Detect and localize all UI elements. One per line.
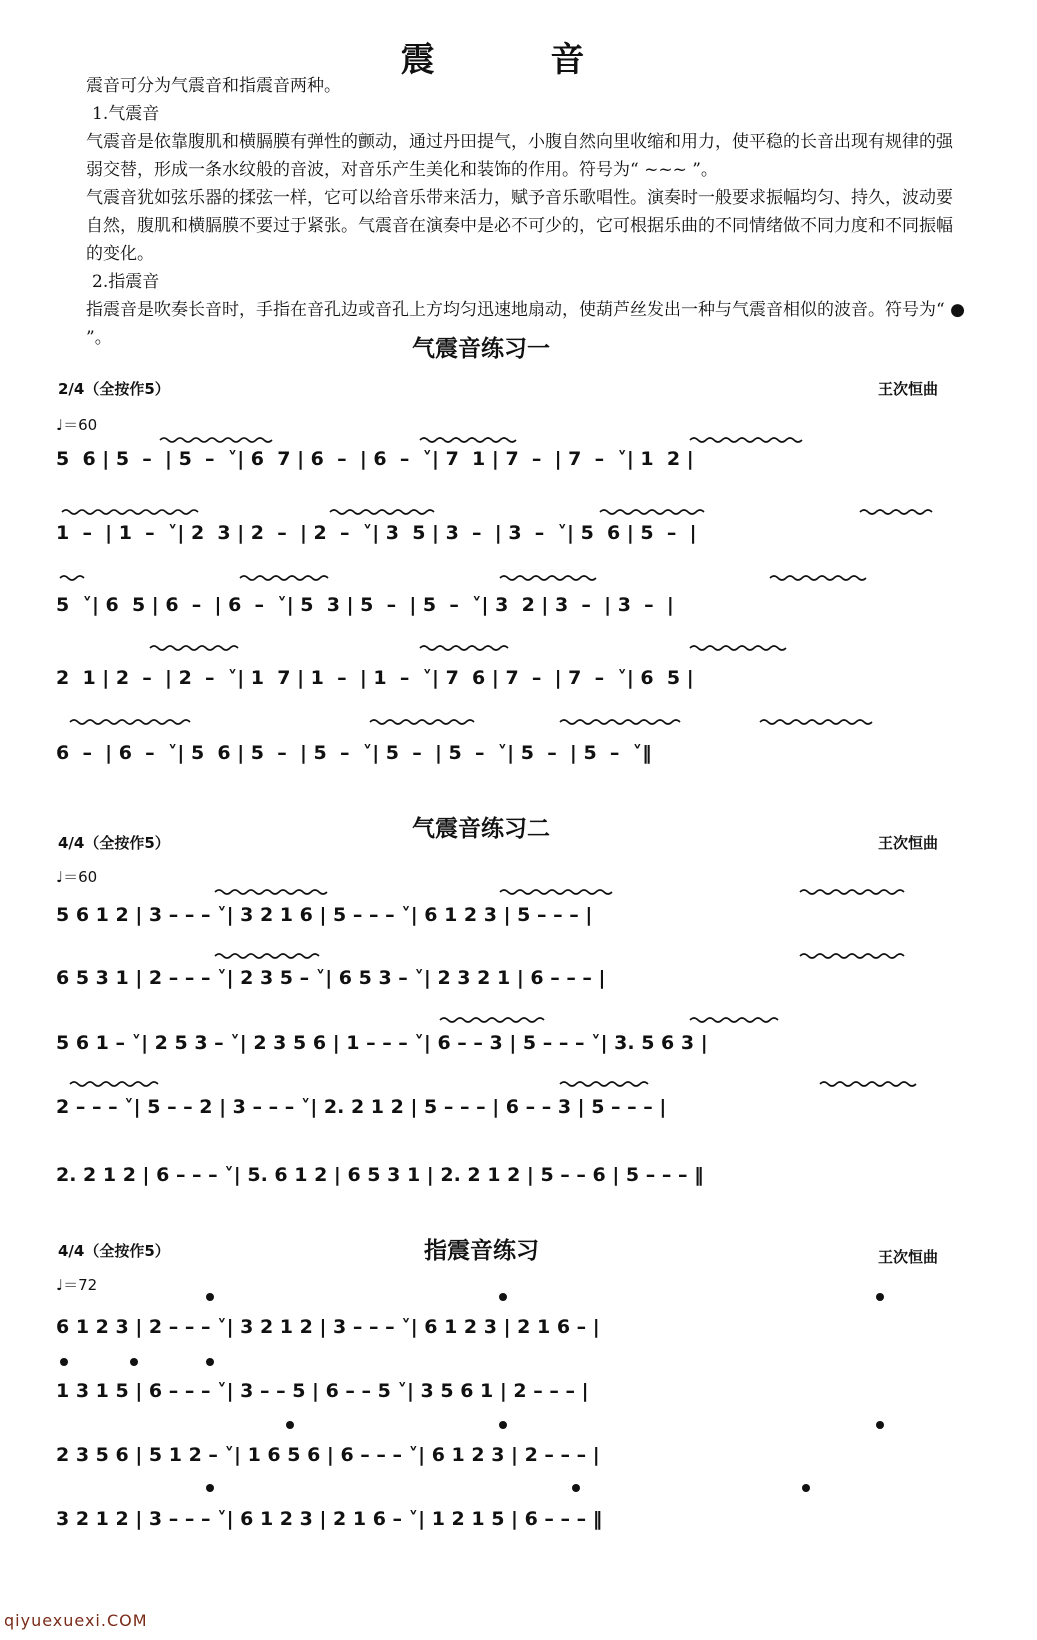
intro-paragraph-1: 震音可分为气震音和指震音两种。 [86, 76, 341, 96]
notation-text: 2 3 5 6 | 5 1 2 – ˅| 1 6 5 6 | 6 – – – ˅| 6 1 2 3 | 2 – – – | [56, 1444, 600, 1466]
wave-mark [800, 954, 904, 958]
notation-text: 6 5 3 1 | 2 – – – ˅| 2 3 5 – ˅| 6 5 3 – ˅| 2 3 2 1 | 6 – – – | [56, 967, 606, 989]
page-title: 震 音 [400, 40, 637, 80]
notation-text: 6 – | 6 – ˅| 5 6 | 5 – | 5 – ˅| 5 – | 5 – ˅| 5 – | 5 – ˅‖ [56, 742, 652, 764]
wave-mark [860, 510, 932, 514]
notation-text: 5 6 | 5 – | 5 – ˅| 6 7 | 6 – | 6 – ˅| 7 1 | 7 – | 7 – ˅| 1 2 | [56, 448, 694, 470]
finger-vibrato-dot [802, 1484, 810, 1492]
notation-text: 6 1 2 3 | 2 – – – ˅| 3 2 1 2 | 3 – – – ˅| 6 1 2 3 | 2 1 6 – | [56, 1316, 600, 1338]
wave-mark [215, 954, 319, 958]
exercise-1-title: 气震音练习一 [412, 336, 550, 362]
notation-text: 5 ˅| 6 5 | 6 – | 6 – ˅| 5 3 | 5 – | 5 – ˅| 3 2 | 3 – | 3 – | [56, 594, 674, 616]
exercise-2-tempo: ♩＝60 [56, 868, 98, 886]
wave-mark [690, 438, 802, 442]
wave-mark [690, 1018, 778, 1022]
notation-text: 5 6 1 2 | 3 – – – ˅| 3 2 1 6 | 5 – – – ˅| 6 1 2 3 | 5 – – – | [56, 904, 593, 926]
intro-paragraph-2: 气震音是依靠腹肌和横膈膜有弹性的颤动，通过丹田提气，小腹自然向里收缩和用力，使平稳的长音出现有规律的强弱交替，形成一条水纹般的音波，对音乐产生美化和装饰的作用。符号为“ ~~~ ”。 [86, 132, 953, 180]
notation-text: 2 1 | 2 – | 2 – ˅| 1 7 | 1 – | 1 – ˅| 7 6 | 7 – | 7 – ˅| 6 5 | [56, 667, 694, 689]
wave-mark [70, 1082, 158, 1086]
wave-mark [70, 720, 190, 724]
wave-mark [62, 510, 198, 514]
exercise-3-composer: 王次恒曲 [878, 1248, 939, 1266]
wave-mark [60, 576, 84, 580]
exercise-3-tempo: ♩＝72 [56, 1276, 98, 1294]
wave-mark [370, 720, 474, 724]
wave-mark [420, 646, 508, 650]
wave-mark [420, 438, 516, 442]
wave-mark [440, 1018, 544, 1022]
wave-mark [770, 576, 866, 580]
heading-finger-vibrato: 2.指震音 [92, 272, 160, 292]
notation-text: 3 2 1 2 | 3 – – – ˅| 6 1 2 3 | 2 1 6 – ˅| 1 2 1 5 | 6 – – – ‖ [56, 1508, 603, 1530]
finger-vibrato-dot [876, 1293, 884, 1301]
wave-mark [330, 510, 434, 514]
heading-breath-vibrato: 1.气震音 [92, 104, 160, 124]
site-watermark: qiyuexuexi.COM [4, 1611, 148, 1630]
exercise-1-composer: 王次恒曲 [878, 380, 939, 398]
notation-text: 2 – – – ˅| 5 – – 2 | 3 – – – ˅| 2. 2 1 2 | 5 – – – | 6 – – 3 | 5 – – – | [56, 1096, 667, 1118]
finger-vibrato-dot [286, 1421, 294, 1429]
finger-vibrato-dot [499, 1293, 507, 1301]
exercise-2-meter: 4/4（全按作5） [58, 834, 170, 852]
exercise-1-tempo: ♩＝60 [56, 416, 98, 434]
wave-mark [160, 438, 272, 442]
wave-mark [820, 1082, 916, 1086]
finger-vibrato-dot [206, 1484, 214, 1492]
finger-vibrato-dot [206, 1358, 214, 1366]
notation-text: 5 6 1 – ˅| 2 5 3 – ˅| 2 3 5 6 | 1 – – – ˅| 6 – – 3 | 5 – – – ˅| 3. 5 6 3 | [56, 1032, 708, 1054]
wave-mark [500, 576, 596, 580]
intro-paragraph-4: 指震音是吹奏长音时，手指在音孔边或音孔上方均匀迅速地扇动，使葫芦丝发出一种与气震音相似的波音。符号为“ ● ”。 [86, 300, 965, 348]
wave-mark [600, 510, 704, 514]
finger-vibrato-dot [876, 1421, 884, 1429]
exercise-2-title: 气震音练习二 [412, 816, 550, 842]
notation-text: 1 – | 1 – ˅| 2 3 | 2 – | 2 – ˅| 3 5 | 3 – | 3 – ˅| 5 6 | 5 – | [56, 522, 697, 544]
wave-mark [560, 1082, 648, 1086]
wave-mark [800, 890, 904, 894]
finger-vibrato-dot [499, 1421, 507, 1429]
notation-text: 1 3 1 5 | 6 – – – ˅| 3 – – 5 | 6 – – 5 ˅| 3 5 6 1 | 2 – – – | [56, 1380, 589, 1402]
wave-mark [690, 646, 786, 650]
finger-vibrato-dot [60, 1358, 68, 1366]
finger-vibrato-dot [572, 1484, 580, 1492]
wave-mark [500, 890, 612, 894]
exercise-2-composer: 王次恒曲 [878, 834, 939, 852]
finger-vibrato-dot [130, 1358, 138, 1366]
finger-vibrato-dot [206, 1293, 214, 1301]
exercise-3-meter: 4/4（全按作5） [58, 1242, 170, 1260]
notation-text: 2. 2 1 2 | 6 – – – ˅| 5. 6 1 2 | 6 5 3 1 | 2. 2 1 2 | 5 – – 6 | 5 – – – ‖ [56, 1164, 704, 1186]
wave-mark [240, 576, 328, 580]
wave-mark [760, 720, 872, 724]
wave-mark [560, 720, 680, 724]
exercise-1-meter: 2/4（全按作5） [58, 380, 170, 398]
exercise-3-title: 指震音练习 [424, 1238, 539, 1264]
wave-mark [150, 646, 238, 650]
intro-paragraph-3: 气震音犹如弦乐器的揉弦一样，它可以给音乐带来活力，赋予音乐歌唱性。演奏时一般要求振幅均匀、持久，波动要自然，腹肌和横膈膜不要过于紧张。气震音在演奏中是必不可少的，它可根据乐曲的不同情绪做不同力度和不同振幅的变化。 [86, 188, 953, 264]
wave-mark [215, 890, 327, 894]
